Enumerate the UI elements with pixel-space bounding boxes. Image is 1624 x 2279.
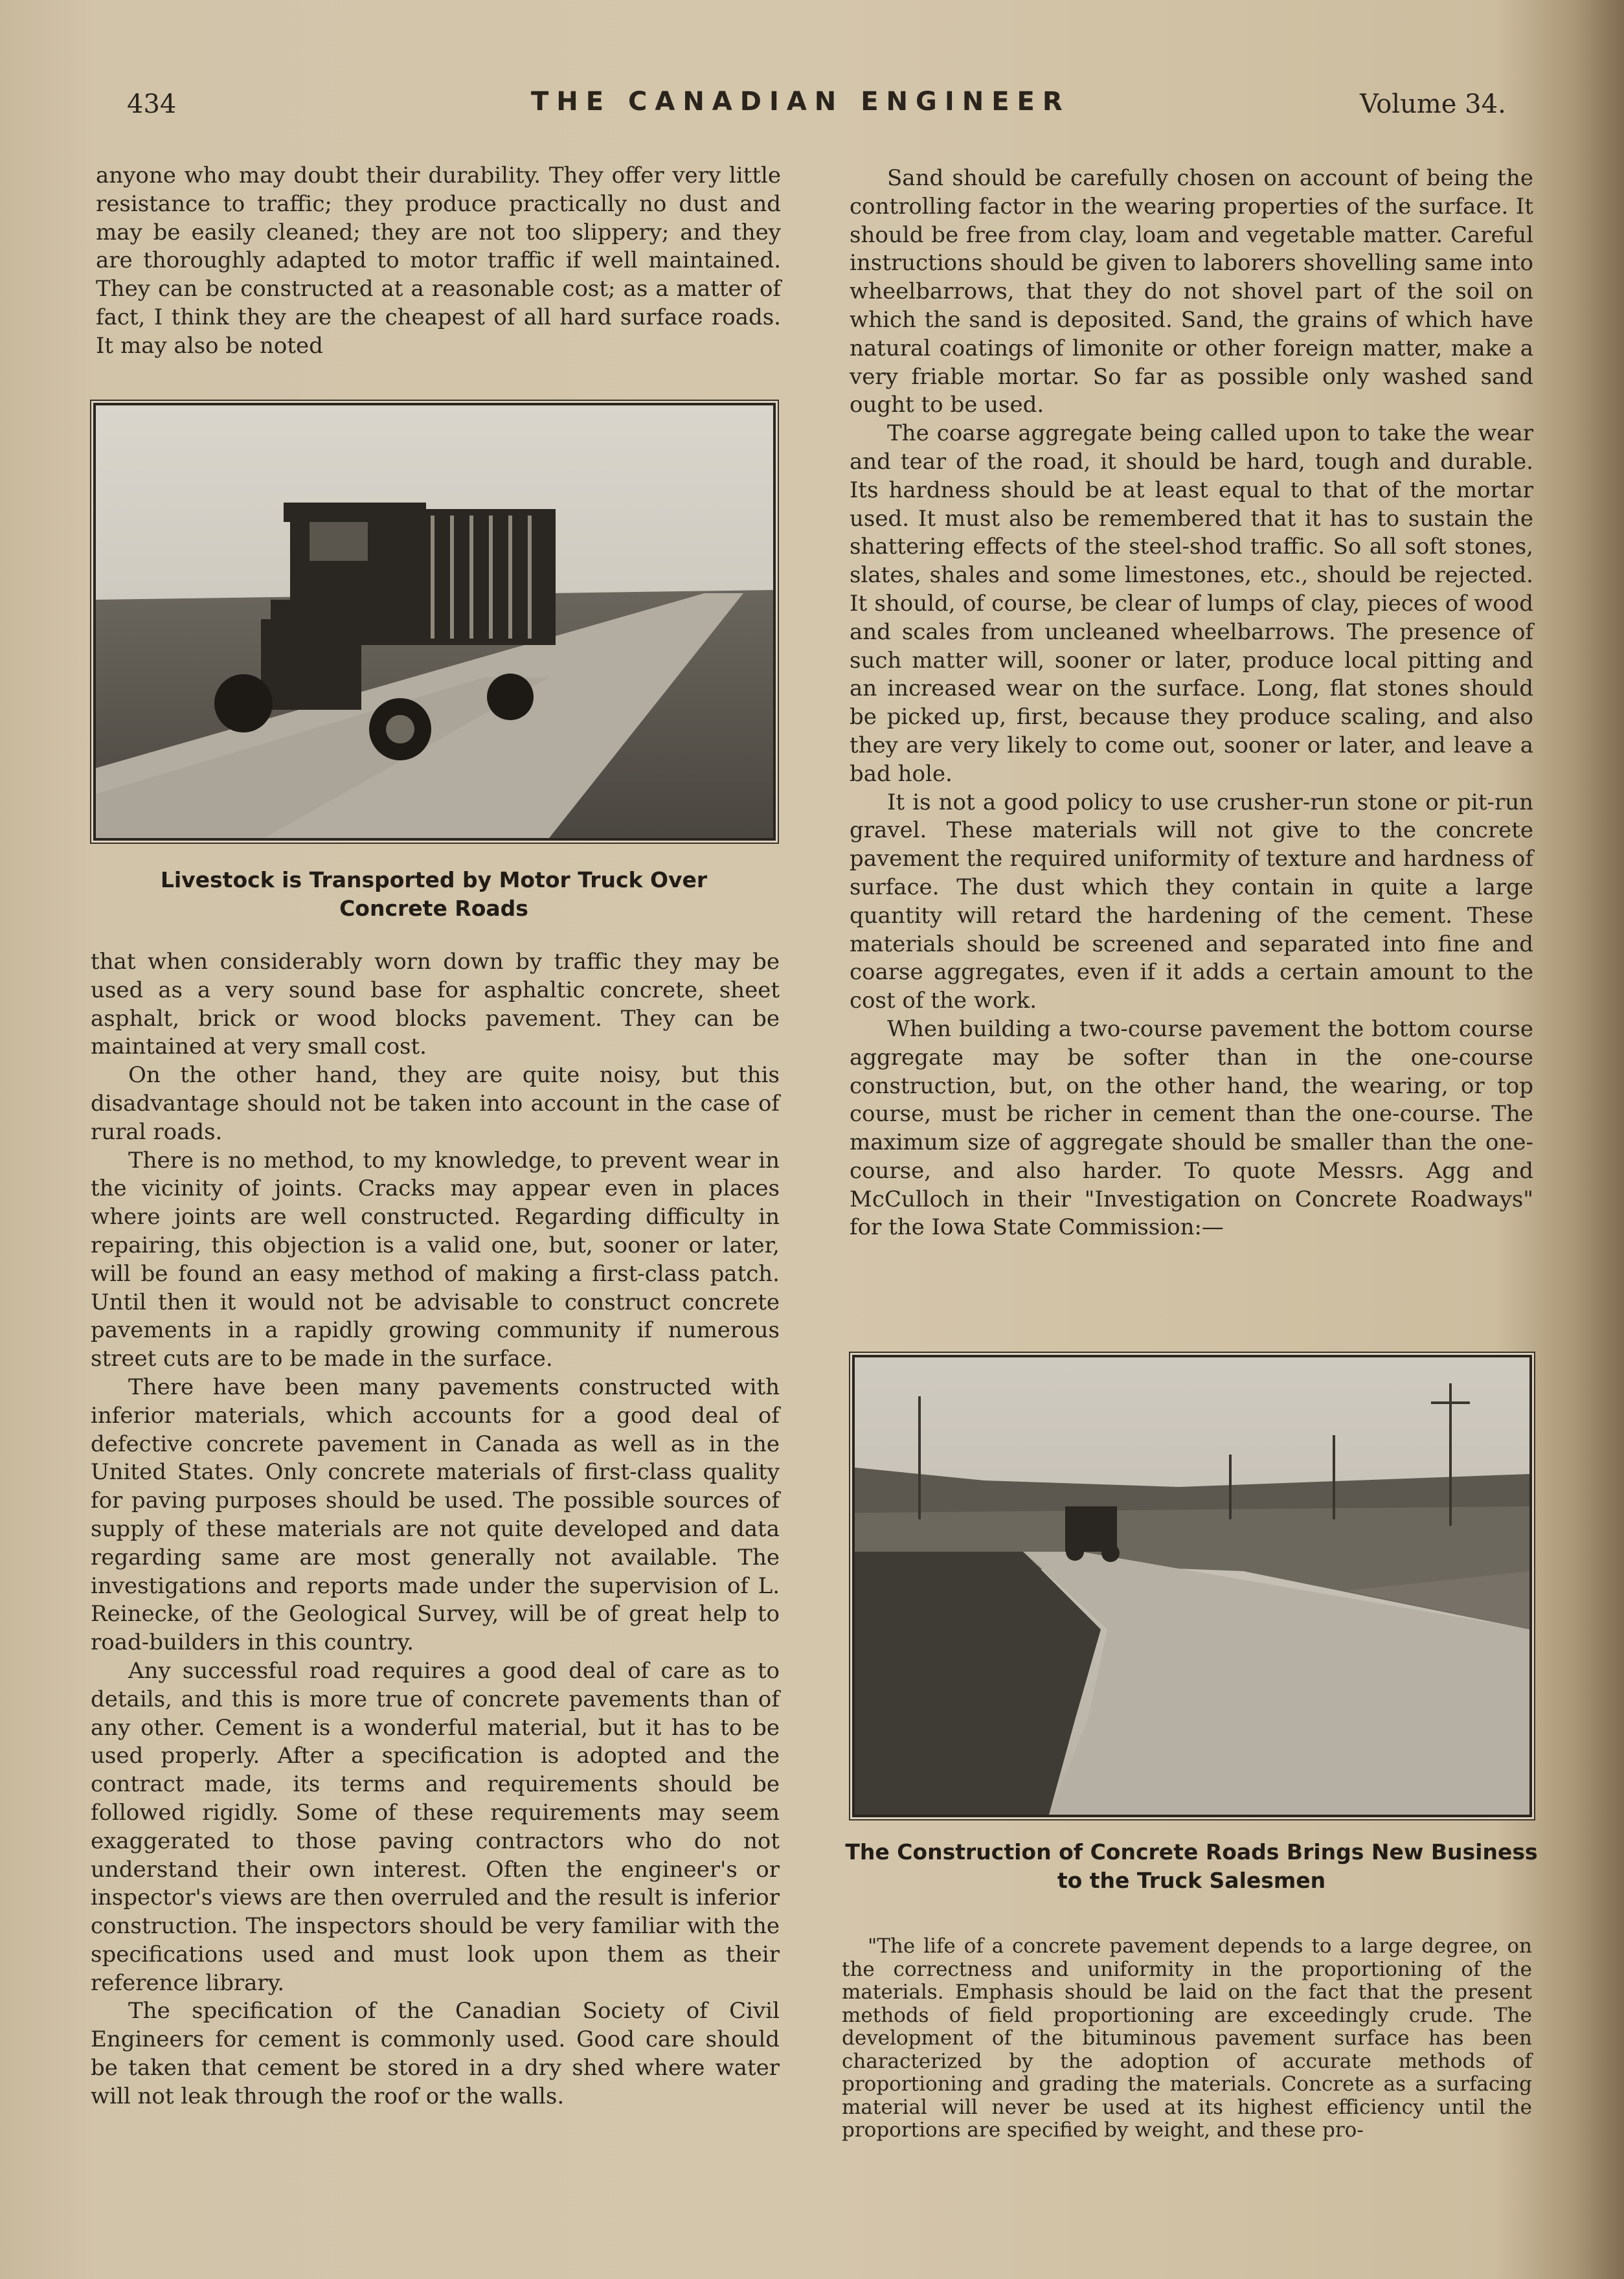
paragraph: There is no method, to my knowledge, to prevent wear in the vicinity of joints. Cracks may appear even in places where joints are well constructed. Regarding difficulty in repairing, this objection is a valid one, but, sooner or later, will be found an easy method of making a first-class patch. Until then it would not be advisable to construct concrete pavements in a rapidly growing community if numerous street cuts are to be made in the surface. [91, 1147, 780, 1372]
paragraph: Any successful road requires a good deal of care as to details, and this is more true of concrete pavements than of any other. Cement is a wonderful material, but it has to be used properly. After a specification is adopted and the contract made, its terms and requirements should be followed rigidly. Some of these requirements may seem exaggerated to those paving contractors who do not understand their own interest. Often the engineer's or inspector's views are then overruled and the result is inferior construction. The inspectors should be very familiar with the specifications used and must look upon them as their reference library. [91, 1657, 780, 1996]
paragraph: It is not a good policy to use crusher-run stone or pit-run gravel. These materials will not give to the concrete pavement the required uniformity of texture and hardness of surface. The dust which they contain in quite a large quantity will retard the hardening of the cement. These materials should be screened and separated into fine and coarse aggregates, even if it adds a certain amount to the cost of the work. [850, 789, 1533, 1014]
volume-label: Volume 34. [1360, 89, 1506, 119]
paragraph: that when considerably worn down by traffic they may be used as a very sound base for asphaltic concrete, sheet asphalt, brick or wood blocks pavement. They can be maintained at very small cost. [91, 949, 780, 1060]
figure-caption-road: The Construction of Concrete Roads Brings New Business to the Truck Salesmen [845, 1839, 1538, 1893]
quotation: "The life of a concrete pavement depends to a large degree, on the correctness and uniformity in the proportioning of the materials. Emphasis should be laid on the fact that the present methods of field proportioning are exceedingly crude. The development of the bituminous pavement surface has been characterized by the adoption of accurate methods of proportioning and grading the materials. Concrete as a surfacing material will never be used at its highest efficiency until the proportions are specified by weight, and these pro- [842, 1934, 1532, 2142]
figure-caption-livestock: Livestock is Transported by Motor Truck Over Concrete Roads [160, 867, 708, 921]
page-number: 434 [127, 89, 177, 119]
paragraph: On the other hand, they are quite noisy, but this disadvantage should not be taken into account in the case of rural roads. [91, 1062, 780, 1145]
road-photo [855, 1357, 1529, 1815]
truck-photo [96, 405, 773, 838]
journal-title: THE CANADIAN ENGINEER [531, 87, 1070, 117]
paragraph: anyone who may doubt their durability. They offer very little resistance to traffic; they produce practically no dust and may be easily cleaned; they are not too slippery; and they are thoroughly adapted to motor traffic if well maintained. They can be constructed at a reasonable cost; as a matter of fact, I think they are the cheapest of all hard surface roads. It may also be noted [96, 163, 781, 359]
paragraph: The coarse aggregate being called upon to take the wear and tear of the road, it should be hard, tough and durable. Its hardness should be at least equal to that of the mortar used. It must also be remembered that it has to sustain the shattering effects of the steel-shod traffic. So all soft stones, slates, shales and some limestones, etc., should be rejected. It should, of course, be clear of lumps of clay, pieces of wood and scales from uncleaned wheelbarrows. The presence of such matter will, sooner or later, produce local pitting and an increased wear on the surface. Long, flat stones should be picked up, first, because they produce scaling, and also they are very likely to come out, sooner or later, and leave a bad hole. [850, 420, 1533, 787]
paragraph: When building a two-course pavement the bottom course aggregate may be softer than in the one-course construction, but, on the other hand, the wearing, or top course, must be richer in cement than the one-course. The maximum size of aggregate should be smaller than the one-course, and also harder. To quote Messrs. Agg and McCulloch in their "Investigation on Concrete Roadways" for the Iowa State Commission:— [850, 1015, 1533, 1241]
paragraph: There have been many pavements constructed with inferior materials, which accounts for a good deal of defective concrete pavement in Canada as well as in the United States. Only concrete materials of first-class quality for paving purposes should be used. The possible sources of supply of these materials are not quite developed and data regarding same are most generally not available. The investigations and reports made under the supervision of L. Reinecke, of the Geological Survey, will be of great help to road-builders in this country. [91, 1374, 780, 1656]
paragraph: The specification of the Canadian Society of Civil Engineers for cement is commonly used. Good care should be taken that cement be stored in a dry shed where water will not leak through the roof or the walls. [91, 1998, 780, 2109]
figure-road-construction [852, 1355, 1532, 1817]
right-column-body [850, 164, 1533, 1242]
figure-livestock-truck [93, 403, 776, 841]
paragraph: Sand should be carefully chosen on account of being the controlling factor in the wearing properties of the surface. It should be free from clay, loam and vegetable matter. Careful instructions should be given to laborers shovelling same into wheelbarrows, that they do not shovel part of the soil on which the sand is deposited. Sand, the grains of which have natural coatings of limonite or other foreign matter, make a very friable mortar. So far as possible only washed sand ought to be used. [850, 165, 1533, 418]
left-column-body [91, 948, 780, 2111]
running-header [0, 84, 1624, 130]
right-column-quote [842, 1935, 1532, 2142]
left-column-top [96, 162, 781, 361]
